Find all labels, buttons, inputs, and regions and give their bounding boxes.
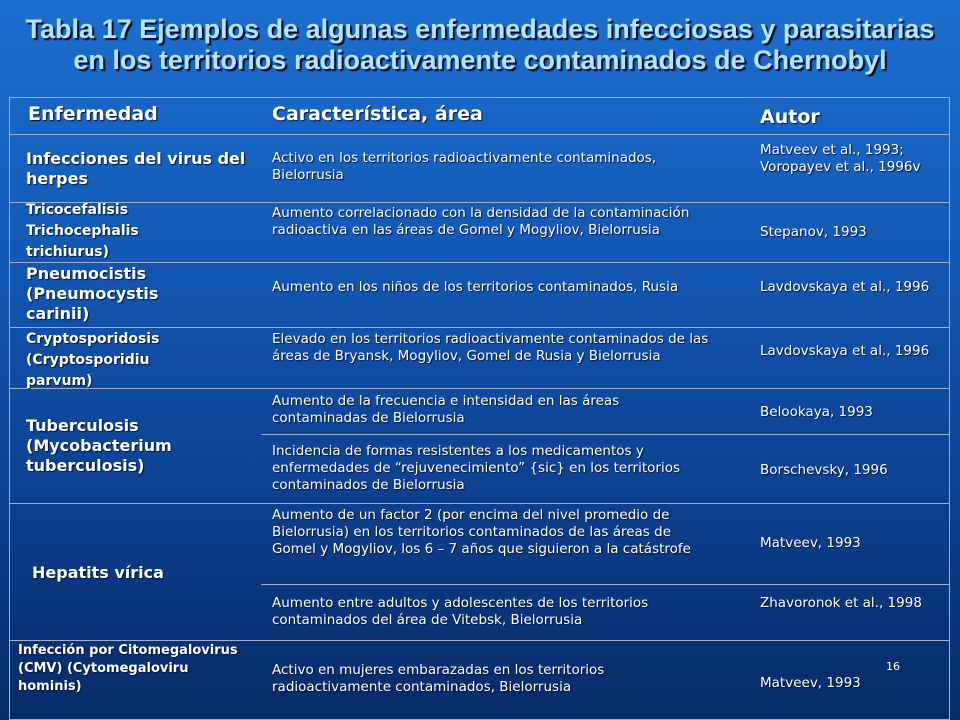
header-author: Autor	[760, 106, 820, 128]
disease-tricocefalisis: Tricocefalisis Trichocephalis trichiurus)	[26, 202, 139, 260]
characteristic-text: Aumento de un factor 2 (por encima del nivel promedio de Bielorrusia) en los territorios contaminados de las áreas de Gomel y Mogyliov, los 6 – 7 años que siguieron a la catástrofe	[272, 507, 691, 557]
row-divider	[9, 503, 950, 504]
author-text: Matveev et al., 1993; Voropayev et al., 1996v	[760, 142, 921, 175]
author-text: Belookaya, 1993	[760, 404, 873, 420]
row-divider	[9, 640, 950, 641]
row-divider	[9, 327, 950, 328]
author-text: Lavdovskaya et al., 1996	[760, 343, 930, 359]
author-text: Matveev, 1993	[760, 675, 861, 691]
slide-title	[0, 14, 960, 76]
author-text: Zhavoronok et al., 1998	[760, 595, 922, 611]
author-text: Borschevsky, 1996	[760, 462, 888, 478]
characteristic-text: Aumento de la frecuencia e intensidad en las áreas contaminadas de Bielorrusia	[272, 393, 620, 426]
characteristic-text: Elevado en los territorios radioactivamente contaminados de las áreas de Bryansk, Mogyliov, Gomel de Rusia y Bielorrusia	[272, 331, 709, 364]
header-characteristic: Característica, área	[272, 103, 483, 125]
row-divider	[9, 134, 950, 135]
disease-pneumocistis: Pneumocistis (Pneumocystis carinii)	[26, 264, 159, 323]
author-text: Lavdovskaya et al., 1996	[760, 279, 930, 295]
characteristic-text: Activo en los territorios radioactivamente contaminados, Bielorrusia	[272, 150, 657, 183]
disease-herpes: Infecciones del virus del herpes	[26, 149, 246, 188]
characteristic-text: Aumento entre adultos y adolescentes de los territorios contaminados del área de Vitebsk, Bielorrusia	[272, 595, 649, 628]
header-disease: Enfermedad	[28, 103, 158, 125]
characteristic-text: Activo en mujeres embarazadas en los territorios radioactivamente contaminados, Bielorrusia	[272, 662, 605, 695]
subrow-divider	[261, 434, 950, 435]
characteristic-text: Incidencia de formas resistentes a los medicamentos y enfermedades de “rejuvenecimiento” {sic} en los territorios contaminados de Bielorrusia	[272, 443, 680, 493]
disease-hepatitis: Hepatits vírica	[32, 563, 164, 582]
author-text: Matveev, 1993	[760, 535, 861, 551]
disease-tuberculosis: Tuberculosis (Mycobacterium tuberculosis)	[26, 416, 172, 475]
characteristic-text: Aumento en los niños de los territorios contaminados, Rusia	[272, 279, 679, 295]
characteristic-text: Aumento correlacionado con la densidad de la contaminación radioactiva en las áreas de Gomel y Mogyliov, Bielorrusia	[272, 205, 690, 238]
title-line-2: en los territorios radioactivamente contaminados de Chernobyl	[73, 45, 887, 75]
disease-cmv: Infección por Citomegalovirus (CMV) (Cytomegaloviru hominis)	[18, 643, 238, 694]
page-number: 16	[886, 660, 900, 673]
disease-cryptosporidosis: Cryptosporidosis (Cryptosporidiu parvum)	[26, 331, 160, 389]
subrow-divider	[261, 584, 950, 585]
author-text: Stepanov, 1993	[760, 224, 867, 240]
title-line-1: Tabla 17 Ejemplos de algunas enfermedades infecciosas y parasitarias	[25, 14, 935, 44]
